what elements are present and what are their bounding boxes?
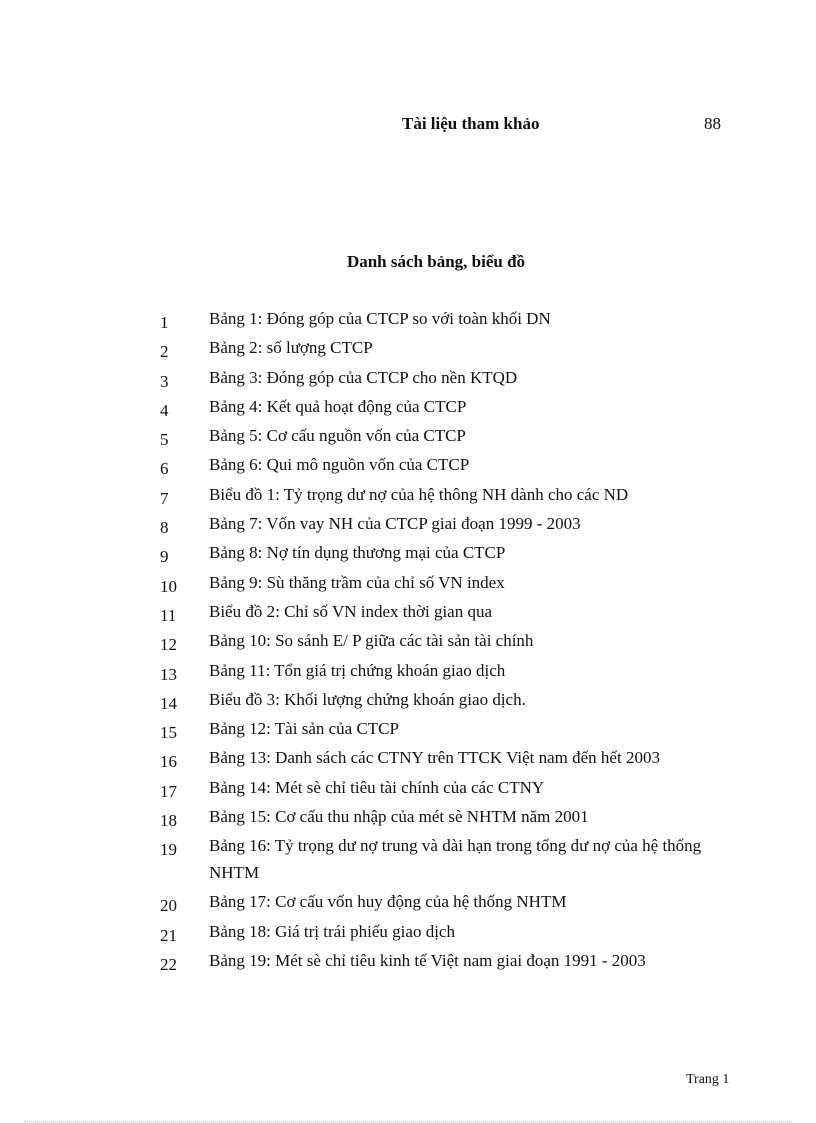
page-bottom-border bbox=[24, 1121, 792, 1122]
item-number: 11 bbox=[160, 605, 177, 625]
list-item bbox=[0, 422, 816, 451]
item-label: Bảng 1: Đóng góp của CTCP so với toàn khối DN bbox=[209, 309, 551, 328]
item-number: 13 bbox=[160, 664, 177, 684]
reference-title: Tài liệu tham khảo bbox=[402, 114, 540, 133]
list-item bbox=[0, 451, 816, 480]
item-label: Bảng 5: Cơ cấu nguồn vốn của CTCP bbox=[209, 426, 466, 446]
item-number: 2 bbox=[160, 342, 169, 362]
item-number: 12 bbox=[160, 635, 177, 655]
reference-entry bbox=[0, 114, 816, 136]
item-number: 3 bbox=[160, 371, 169, 391]
item-label: Bảng 7: Vốn vay NH của CTCP giai đoạn 1999 - 2003 bbox=[209, 514, 581, 534]
item-number: 4 bbox=[160, 400, 169, 420]
item-label: Bảng 15: Cơ cấu thu nhập của mét sè NHTM năm 2001 bbox=[209, 807, 589, 827]
list-item bbox=[0, 715, 816, 744]
list-item bbox=[0, 569, 816, 598]
page-footer: Trang 1 bbox=[686, 1072, 730, 1087]
item-label: Bảng 18: Giá trị trái phiếu giao dịch bbox=[209, 921, 455, 941]
list-item bbox=[0, 627, 816, 656]
item-number: 8 bbox=[160, 518, 169, 538]
list-item bbox=[0, 774, 816, 803]
item-label: Bảng 13: Danh sách các CTNY trên TTCK Việt nam đến hết 2003 bbox=[209, 748, 660, 768]
item-label: Biểu đồ 2: Chỉ số VN index thời gian qua bbox=[209, 601, 493, 621]
list-item bbox=[0, 393, 816, 422]
table-list bbox=[0, 305, 816, 976]
list-item bbox=[0, 364, 816, 393]
item-number: 20 bbox=[160, 896, 177, 916]
item-number: 18 bbox=[160, 811, 177, 831]
item-label: Bảng 2: số lượng CTCP bbox=[209, 338, 373, 358]
item-number: 10 bbox=[160, 576, 177, 596]
item-number: 9 bbox=[160, 547, 169, 567]
item-label: Biểu đồ 3: Khối lượng chứng khoán giao dịch. bbox=[209, 689, 526, 709]
item-label: Bảng 19: Mét sè chỉ tiêu kinh tế Việt nam giai đoạn 1991 - 2003 bbox=[209, 950, 646, 970]
item-label: Bảng 12: Tài sản của CTCP bbox=[209, 719, 399, 739]
item-label: Bảng 17: Cơ cấu vốn huy động của hệ thống NHTM bbox=[209, 892, 567, 912]
list-item bbox=[0, 481, 816, 510]
item-label: Bảng 16: Tỷ trọng dư nợ trung và dài hạn trong tổng dư nợ của hệ thống NHTM bbox=[209, 836, 702, 883]
list-item bbox=[0, 510, 816, 539]
list-item bbox=[0, 947, 816, 976]
list-item bbox=[0, 803, 816, 832]
item-number: 22 bbox=[160, 954, 177, 974]
item-number: 19 bbox=[160, 840, 177, 860]
item-label: Bảng 6: Qui mô nguồn vốn của CTCP bbox=[209, 455, 470, 475]
list-item bbox=[0, 888, 816, 917]
list-item bbox=[0, 686, 816, 715]
item-number: 5 bbox=[160, 430, 169, 450]
item-number: 6 bbox=[160, 459, 169, 479]
item-number: 7 bbox=[160, 488, 169, 508]
list-item bbox=[0, 305, 816, 334]
item-label: Bảng 10: So sánh E/ P giữa các tài sản tài chính bbox=[209, 631, 534, 651]
item-number: 14 bbox=[160, 693, 177, 713]
list-item bbox=[0, 832, 816, 888]
reference-page-number: 88 bbox=[704, 114, 721, 133]
item-label: Bảng 9: Sù thăng trầm của chỉ số VN index bbox=[209, 572, 505, 592]
list-item bbox=[0, 539, 816, 568]
item-number: 1 bbox=[160, 313, 169, 332]
item-number: 16 bbox=[160, 752, 177, 772]
item-label: Biểu đồ 1: Tỷ trọng dư nợ của hệ thông NH dành cho các ND bbox=[209, 484, 629, 504]
item-label: Bảng 4: Kết quả hoạt động của CTCP bbox=[209, 396, 467, 416]
item-label: Bảng 14: Mét sè chỉ tiêu tài chính của các CTNY bbox=[209, 777, 545, 797]
list-heading: Danh sách bảng, biểu đồ bbox=[346, 252, 526, 271]
list-item bbox=[0, 657, 816, 686]
item-number: 17 bbox=[160, 781, 177, 801]
item-number: 21 bbox=[160, 925, 177, 945]
list-item bbox=[0, 334, 816, 363]
item-number: 15 bbox=[160, 723, 177, 743]
item-label: Bảng 8: Nợ tín dụng thương mại của CTCP bbox=[209, 543, 506, 563]
list-item bbox=[0, 918, 816, 947]
item-label: Bảng 3: Đóng góp của CTCP cho nền KTQD bbox=[209, 367, 518, 387]
item-label: Bảng 11: Tổn giá trị chứng khoán giao dịch bbox=[209, 660, 506, 680]
list-item bbox=[0, 598, 816, 627]
list-item bbox=[0, 744, 816, 773]
